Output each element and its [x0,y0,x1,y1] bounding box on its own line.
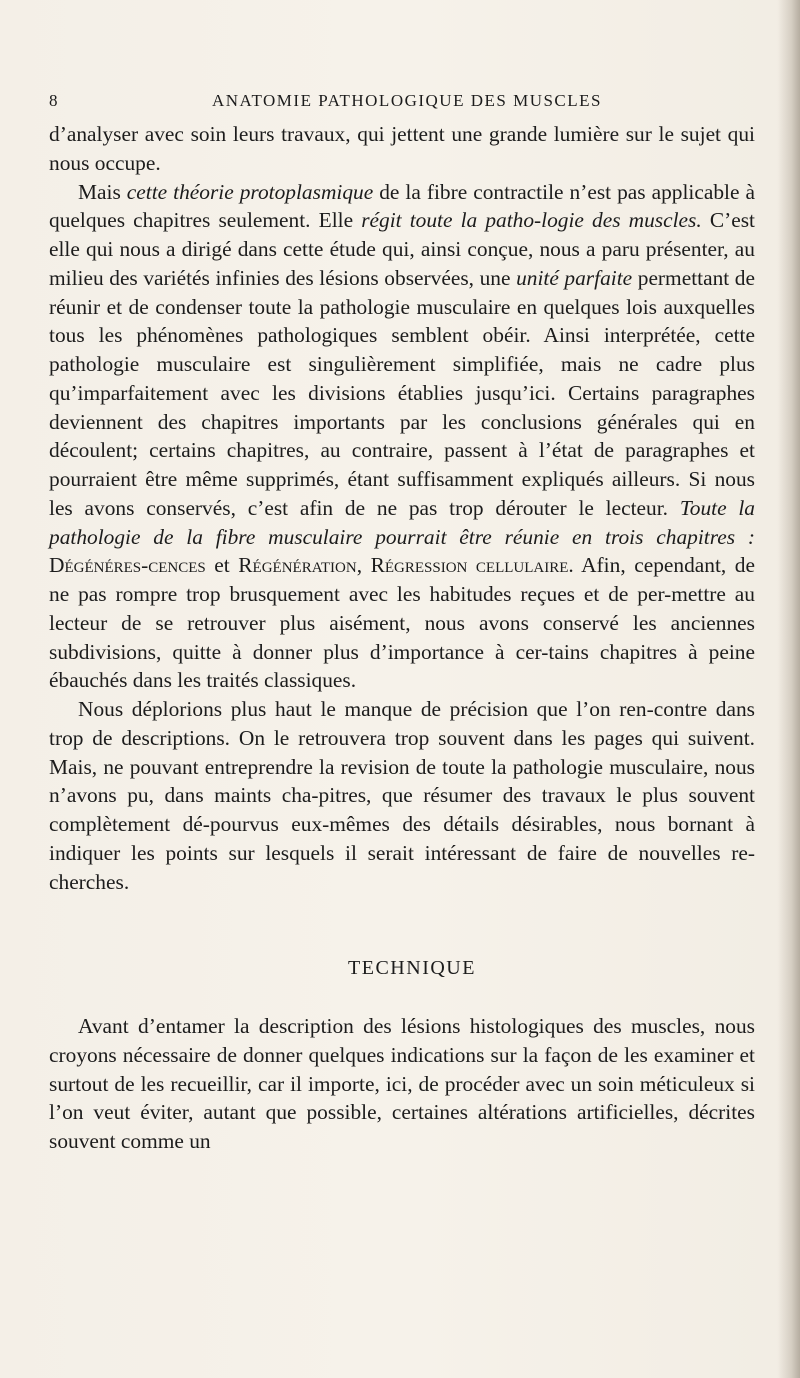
p2-smallcaps-2: Régénération, Régression cellulaire. [238,553,574,578]
p2-smallcaps-1: Dégénéres-cences [49,553,206,578]
paragraph-2 [49,178,755,696]
paragraph-3: Nous déplorions plus haut le manque de précision que l’on ren-contre dans trop de descriptions. On le retrouvera trop souvent dans les pages qui suivent. Mais, ne pouvant entreprendre la revision de toute la pathologie musculaire, nous n’avons pu, dans maints cha-pitres, que résumer des travaux le plus souvent complètement dé-pourvus eux-mêmes des détails désirables, nous bornant à indiquer les points sur lesquels il serait intéressant de faire de nouvelles re-cherches. [49,697,755,894]
p2-text-2: de la fibre contractile n’est pas applicable à quelques chapitres seulement. Elle [49,179,755,233]
running-title: ANATOMIE PATHOLOGIQUE DES MUSCLES [212,91,602,110]
p2-text-1: Mais [78,179,127,204]
section-title: TECHNIQUE [348,957,476,980]
p2-text-4: permettant de réunir et de condenser toute la pathologie musculaire en quelques lois auxquelles tous les phénomènes pathologiques semblent obéir. Ainsi interprétée, cette pathologie musculaire est singulièrement simplifiée, mais ne cadre plus qu’imparfaitement avec les divisions établies jusqu’ici. Certains paragraphes deviennent des chapitres importants par les conclusions générales qui en découlent; certains chapitres, au contraire, passent à l’état de paragraphes et pourraient être même supprimés, étant suffisamment expliqués ailleurs. Si nous les avons conservés, c’est afin de ne pas trop dérouter le lecteur. [49,265,755,520]
p2-italic-1: cette théorie protoplasmique [126,179,374,204]
p2-italic-3: unité parfaite [516,265,633,290]
p2-italic-4: Toute la pathologie de la fibre musculaire pourrait être réunie en trois chapitres : [49,495,755,549]
paragraph-4: Avant d’entamer la description des lésions histologiques des muscles, nous croyons nécessaire de donner quelques indications sur la façon de les examiner et surtout de les recueillir, car il importe, ici, de procéder avec un soin méticuleux si l’on veut éviter, autant que possible, certaines altérations artificielles, décrites souvent comme un [49,1014,755,1153]
page-header [49,91,755,115]
p2-italic-2: régit toute la patho-logie des muscles. [361,208,702,233]
paragraph-1: d’analyser avec soin leurs travaux, qui jettent une grande lumière sur le sujet qui nous occupe. [49,122,755,175]
body-text [49,120,755,1156]
p2-text-5: et [205,553,239,578]
p2-text-3: C’est elle qui nous a dirigé dans cette étude qui, ainsi conçue, nous a paru présenter, au milieu des variétés infinies des lésions observées, une [49,208,755,290]
page-edge-shadow [778,0,800,1378]
p2-text-6: Afin, cependant, de ne pas rompre trop brusquement avec les habitudes reçues et de per-mettre au lecteur de se retrouver plus aisément, nous avons conservé les anciennes subdivisions, quitte à donner plus d’importance à cer-tains chapitres à peine ébauchés dans les traités classiques. [49,553,755,693]
page-number: 8 [49,91,59,110]
